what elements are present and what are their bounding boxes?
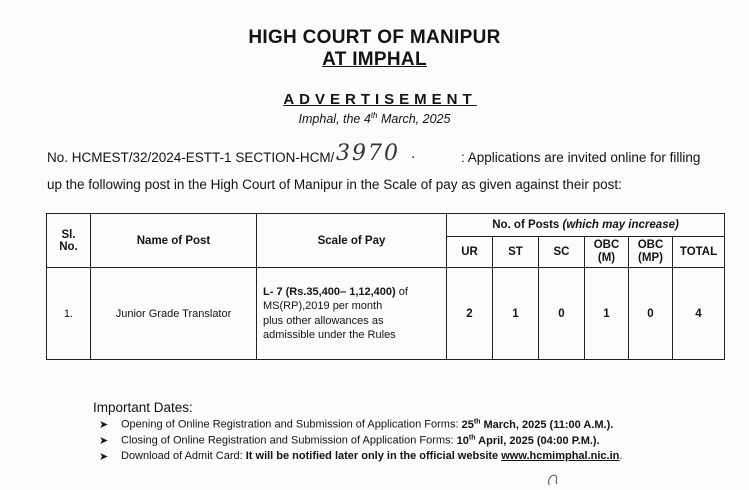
table-row — [47, 268, 725, 360]
cell-ur: 2 — [447, 268, 493, 360]
arrow-bullet-icon: ➤ — [99, 451, 109, 463]
website-link[interactable]: www.hcmimphal.nic.in — [501, 450, 620, 462]
list-item: Download of Admit Card: It will be notified later only in the official website www.hcmimphal.nic.in. — [121, 450, 623, 462]
cell-obc-mp: 0 — [629, 268, 673, 360]
header-sl-no: Sl. No. — [47, 214, 91, 268]
header-sc: SC — [539, 237, 585, 268]
handwritten-number: 3970 — [336, 141, 400, 166]
header-scale-of-pay: Scale of Pay — [257, 214, 447, 268]
cell-st: 1 — [493, 268, 539, 360]
court-location: AT IMPHAL — [322, 49, 427, 70]
cell-total: 4 — [673, 268, 725, 360]
posts-table — [46, 213, 725, 360]
arrow-bullet-icon: ➤ — [99, 435, 109, 447]
header-name-of-post: Name of Post — [91, 214, 257, 268]
cell-obc-m: 1 — [585, 268, 629, 360]
signature-mark — [545, 472, 565, 490]
handwritten-dot: . — [411, 145, 416, 162]
court-name: HIGH COURT OF MANIPUR — [248, 27, 501, 48]
header-st: ST — [493, 237, 539, 268]
list-item: Opening of Online Registration and Submission of Application Forms: 25th March, 2025 (11:00 A.M.). — [121, 418, 614, 431]
cell-post-name: Junior Grade Translator — [91, 268, 257, 360]
document-title: ADVERTISEMENT — [283, 91, 477, 108]
header-obc-m: OBC (M) — [585, 237, 629, 268]
cell-sc: 0 — [539, 268, 585, 360]
header-total: TOTAL — [673, 237, 725, 268]
header-obc-mp: OBC (MP) — [629, 237, 673, 268]
cell-scale-of-pay: L- 7 (Rs.35,400– 1,12,400) of MS(RP),2019 per month plus other allowances as admissible under the Rules — [257, 268, 447, 360]
arrow-bullet-icon: ➤ — [99, 419, 109, 431]
reference-number: No. HCMEST/32/2024-ESTT-1 SECTION-HCM/ — [47, 150, 335, 165]
place-date: Imphal, the 4th March, 2025 — [298, 111, 451, 127]
important-dates-title: Important Dates: — [93, 400, 193, 415]
list-item: Closing of Online Registration and Submission of Application Forms: 10th April, 2025 (04:00 P.M.). — [121, 434, 600, 447]
cell-sl: 1. — [47, 268, 91, 360]
header-no-of-posts: No. of Posts (which may increase) — [447, 214, 725, 237]
intro-text-line1: : Applications are invited online for filling — [461, 150, 701, 165]
header-ur: UR — [447, 237, 493, 268]
intro-text-line2: up the following post in the High Court of Manipur in the Scale of pay as given against their post: — [47, 177, 622, 192]
